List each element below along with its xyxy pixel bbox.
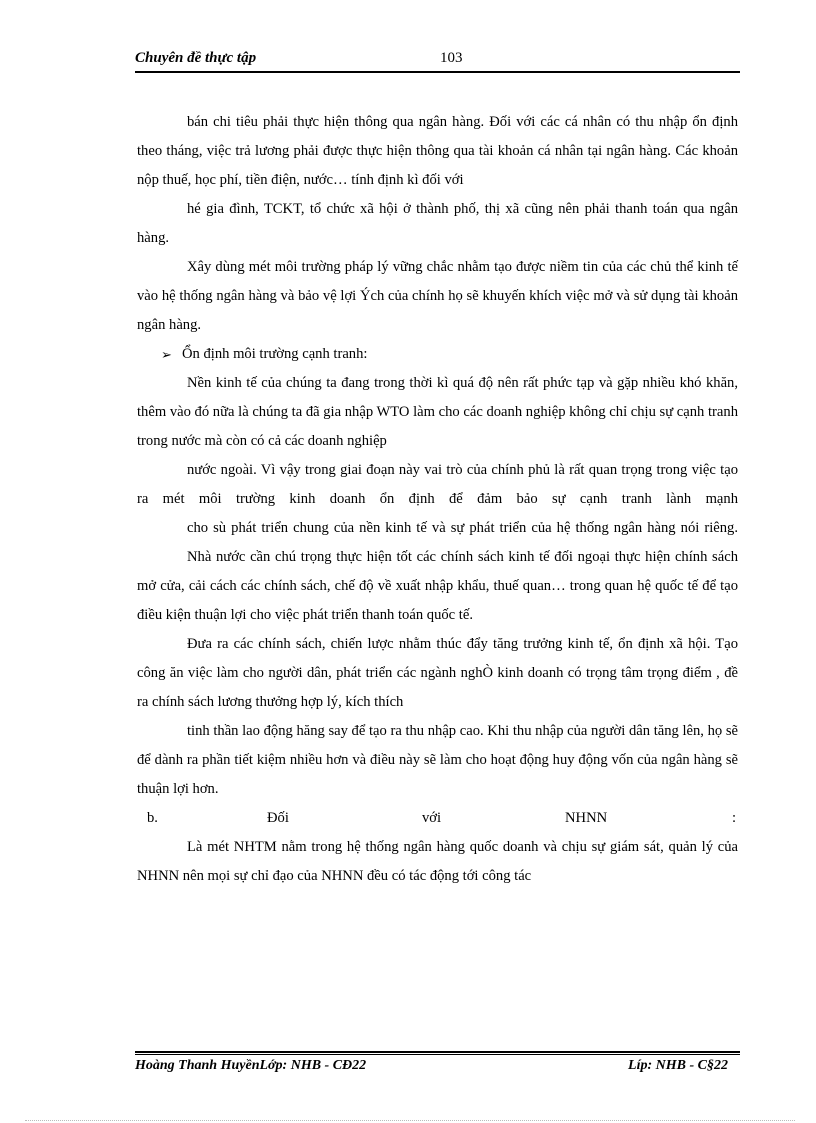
footer-rule-thin (135, 1054, 740, 1055)
page-footer (135, 1058, 740, 1080)
paragraph: Nhà nước cần chú trọng thực hiện tốt các chính sách kinh tế đối ngoại thực hiện chính sách mở cửa, cải cách các chính sách, chế độ về xuất nhập khẩu, thuế quan… trong quan hệ quốc tế để tạo điều kiện thuận lợi cho việc phát triển thanh toán quốc tế. (137, 549, 738, 623)
document-body (137, 108, 738, 891)
section-label: b. (147, 810, 158, 826)
header-title: Chuyên đề thực tập (135, 50, 257, 66)
paragraph: cho sù phát triển chung của nền kinh tế và sự phát triển của hệ thống ngân hàng nói riêng. (187, 520, 738, 536)
section-colon: : (732, 810, 737, 826)
section-word: Đối (267, 810, 289, 826)
page-boundary (25, 1120, 795, 1121)
header-rule (135, 71, 740, 73)
section-heading-b (137, 804, 738, 833)
footer-author: Hoàng Thanh HuyềnLớp: NHB - CĐ22 (135, 1058, 367, 1073)
bullet-item (137, 340, 738, 369)
page-number: 103 (440, 50, 463, 66)
paragraph: Xây dùng mét môi trường pháp lý vững chắc nhằm tạo được niềm tin của các chủ thể kinh tế vào hệ thống ngân hàng và bảo vệ lợi Ých của chính họ sẽ khuyến khích việc mở và sử dụng tài khoản ngân hàng. (137, 259, 738, 333)
footer-rule (135, 1051, 740, 1053)
footer-class: Líp: NHB - C§22 (628, 1058, 728, 1073)
section-word: NHNN (565, 810, 608, 826)
paragraph: Đưa ra các chính sách, chiến lược nhằm thúc đẩy tăng trưởng kinh tế, ổn định xã hội. Tạo công ăn việc làm cho người dân, phát triển các ngành nghÒ kinh doanh có trọng tâm trọng điểm , đề ra chính sách lương thưởng hợp lý, kích thích (137, 636, 738, 710)
paragraph: Nền kinh tế của chúng ta đang trong thời kì quá độ nên rất phức tạp và gặp nhiều khó khăn, thêm vào đó nữa là chúng ta đã gia nhập WTO làm cho các doanh nghiệp không chỉ chịu sự cạnh tranh trong nước mà còn có cả các doanh nghiệp (137, 375, 738, 449)
bullet-text: Ổn định môi trường cạnh tranh: (182, 346, 368, 362)
paragraph: Là mét NHTM nằm trong hệ thống ngân hàng quốc doanh và chịu sự giám sát, quản lý của NHNN nên mọi sự chỉ đạo của NHNN đều có tác động tới công tác (137, 839, 738, 884)
arrow-bullet-icon: ➢ (161, 347, 172, 362)
paragraph: bán chi tiêu phải thực hiện thông qua ngân hàng. Đối với các cá nhân có thu nhập ổn định theo tháng, việc trả lương phải được thực hiện thông qua tài khoản cá nhân tại ngân hàng. Các khoản nộp thuế, học phí, tiền điện, nước… tính định kì đối với (137, 114, 738, 188)
paragraph: hé gia đình, TCKT, tổ chức xã hội ở thành phố, thị xã cũng nên phải thanh toán qua ngân hàng. (137, 201, 738, 246)
paragraph: nước ngoài. Vì vậy trong giai đoạn này vai trò của chính phủ là rất quan trọng trong việc tạo ra mét môi trường kinh doanh ổn định để đảm bảo sự cạnh tranh lành mạnh (137, 462, 738, 507)
section-word: với (422, 810, 442, 826)
paragraph: tinh thần lao động hăng say để tạo ra thu nhập cao. Khi thu nhập của người dân tăng lên, họ sẽ để dành ra phần tiết kiệm nhiều hơn và điều này sẽ làm cho hoạt động huy động vốn của ngân hàng sẽ thuận lợi hơn. (137, 723, 738, 797)
page-header (135, 48, 740, 72)
